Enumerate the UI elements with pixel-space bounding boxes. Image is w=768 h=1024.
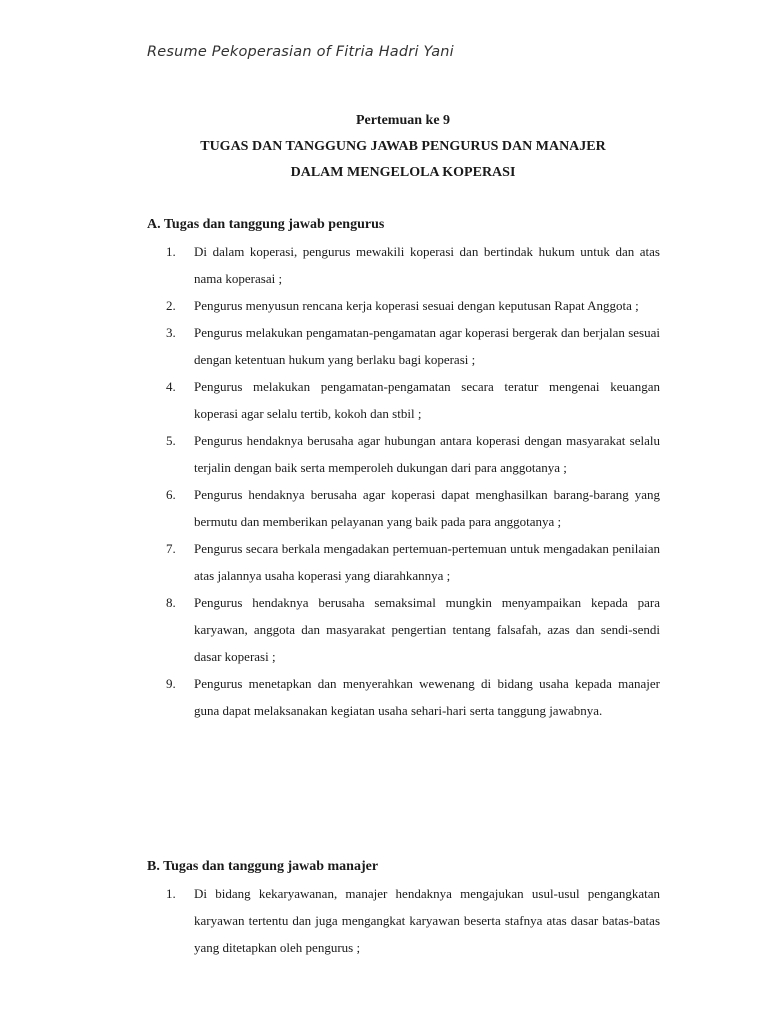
list-item-text: Pengurus hendaknya berusaha semaksimal mungkin menyampaikan kepada para karyawan, anggota dan masyarakat pengertian tentang falsafah, azas dan sendi-sendi dasar koperasi ; bbox=[194, 595, 660, 664]
list-item-number: 8. bbox=[166, 595, 176, 610]
list-item bbox=[166, 373, 660, 427]
list-item-text: Pengurus hendaknya berusaha agar koperasi dapat menghasilkan barang-barang yang bermutu dan memberikan pelayanan yang baik pada para anggotanya ; bbox=[194, 487, 660, 529]
list-item-text: Pengurus melakukan pengamatan-pengamatan secara teratur mengenai keuangan koperasi agar selalu tertib, kokoh dan stbil ; bbox=[194, 379, 660, 421]
list-item-number: 9. bbox=[166, 676, 176, 691]
meeting-title: Pertemuan ke 9 bbox=[355, 113, 451, 128]
list-item-number: 2. bbox=[166, 298, 176, 313]
list-item-text: Di bidang kekaryawanan, manajer hendaknya mengajukan usul-usul pengangkatan karyawan tertentu dan juga mengangkat karyawan beserta stafnya atas dasar batas-batas yang ditetapkan oleh pengurus ; bbox=[194, 886, 660, 955]
list-item-text: Pengurus melakukan pengamatan-pengamatan agar koperasi bergerak dan berjalan sesuai dengan ketentuan hukum yang berlaku bagi koperasi ; bbox=[194, 325, 660, 367]
list-item-number: 3. bbox=[166, 325, 176, 340]
list-item bbox=[166, 880, 660, 961]
list-item bbox=[166, 238, 660, 292]
list-item bbox=[166, 589, 660, 670]
title-block bbox=[0, 108, 768, 186]
list-item-number: 4. bbox=[166, 379, 176, 394]
list-item bbox=[166, 292, 660, 319]
list-item bbox=[166, 319, 660, 373]
main-title-line-1: TUGAS DAN TANGGUNG JAWAB PENGURUS DAN MANAJER bbox=[200, 139, 606, 154]
section-b-heading: B. Tugas dan tanggung jawab manajer bbox=[147, 859, 379, 874]
list-item bbox=[166, 481, 660, 535]
list-item-number: 7. bbox=[166, 541, 176, 556]
list-item-number: 5. bbox=[166, 433, 176, 448]
list-item-number: 1. bbox=[166, 244, 176, 259]
main-title-line-2: DALAM MENGELOLA KOPERASI bbox=[290, 165, 516, 180]
list-item bbox=[166, 535, 660, 589]
page-header: Resume Pekoperasian of Fitria Hadri Yani bbox=[147, 44, 454, 60]
list-item-text: Pengurus secara berkala mengadakan pertemuan-pertemuan untuk mengadakan penilaian atas jalannya usaha koperasi yang diarahkannya ; bbox=[194, 541, 660, 583]
list-item bbox=[166, 427, 660, 481]
list-item-text: Pengurus menyusun rencana kerja koperasi sesuai dengan keputusan Rapat Anggota ; bbox=[194, 298, 639, 313]
list-item-number: 1. bbox=[166, 886, 176, 901]
section-a-list bbox=[166, 238, 660, 724]
list-item-text: Pengurus hendaknya berusaha agar hubungan antara koperasi dengan masyarakat selalu terjalin dengan baik serta memperoleh dukungan dari para anggotanya ; bbox=[194, 433, 660, 475]
section-b-list bbox=[166, 880, 660, 961]
list-item bbox=[166, 670, 660, 724]
list-item-text: Pengurus menetapkan dan menyerahkan wewenang di bidang usaha kepada manajer guna dapat melaksanakan kegiatan usaha sehari-hari serta tanggung jawabnya. bbox=[194, 676, 660, 718]
section-a-heading: A. Tugas dan tanggung jawab pengurus bbox=[147, 217, 385, 232]
list-item-number: 6. bbox=[166, 487, 176, 502]
list-item-text: Di dalam koperasi, pengurus mewakili koperasi dan bertindak hukum untuk dan atas nama koperasai ; bbox=[194, 244, 660, 286]
